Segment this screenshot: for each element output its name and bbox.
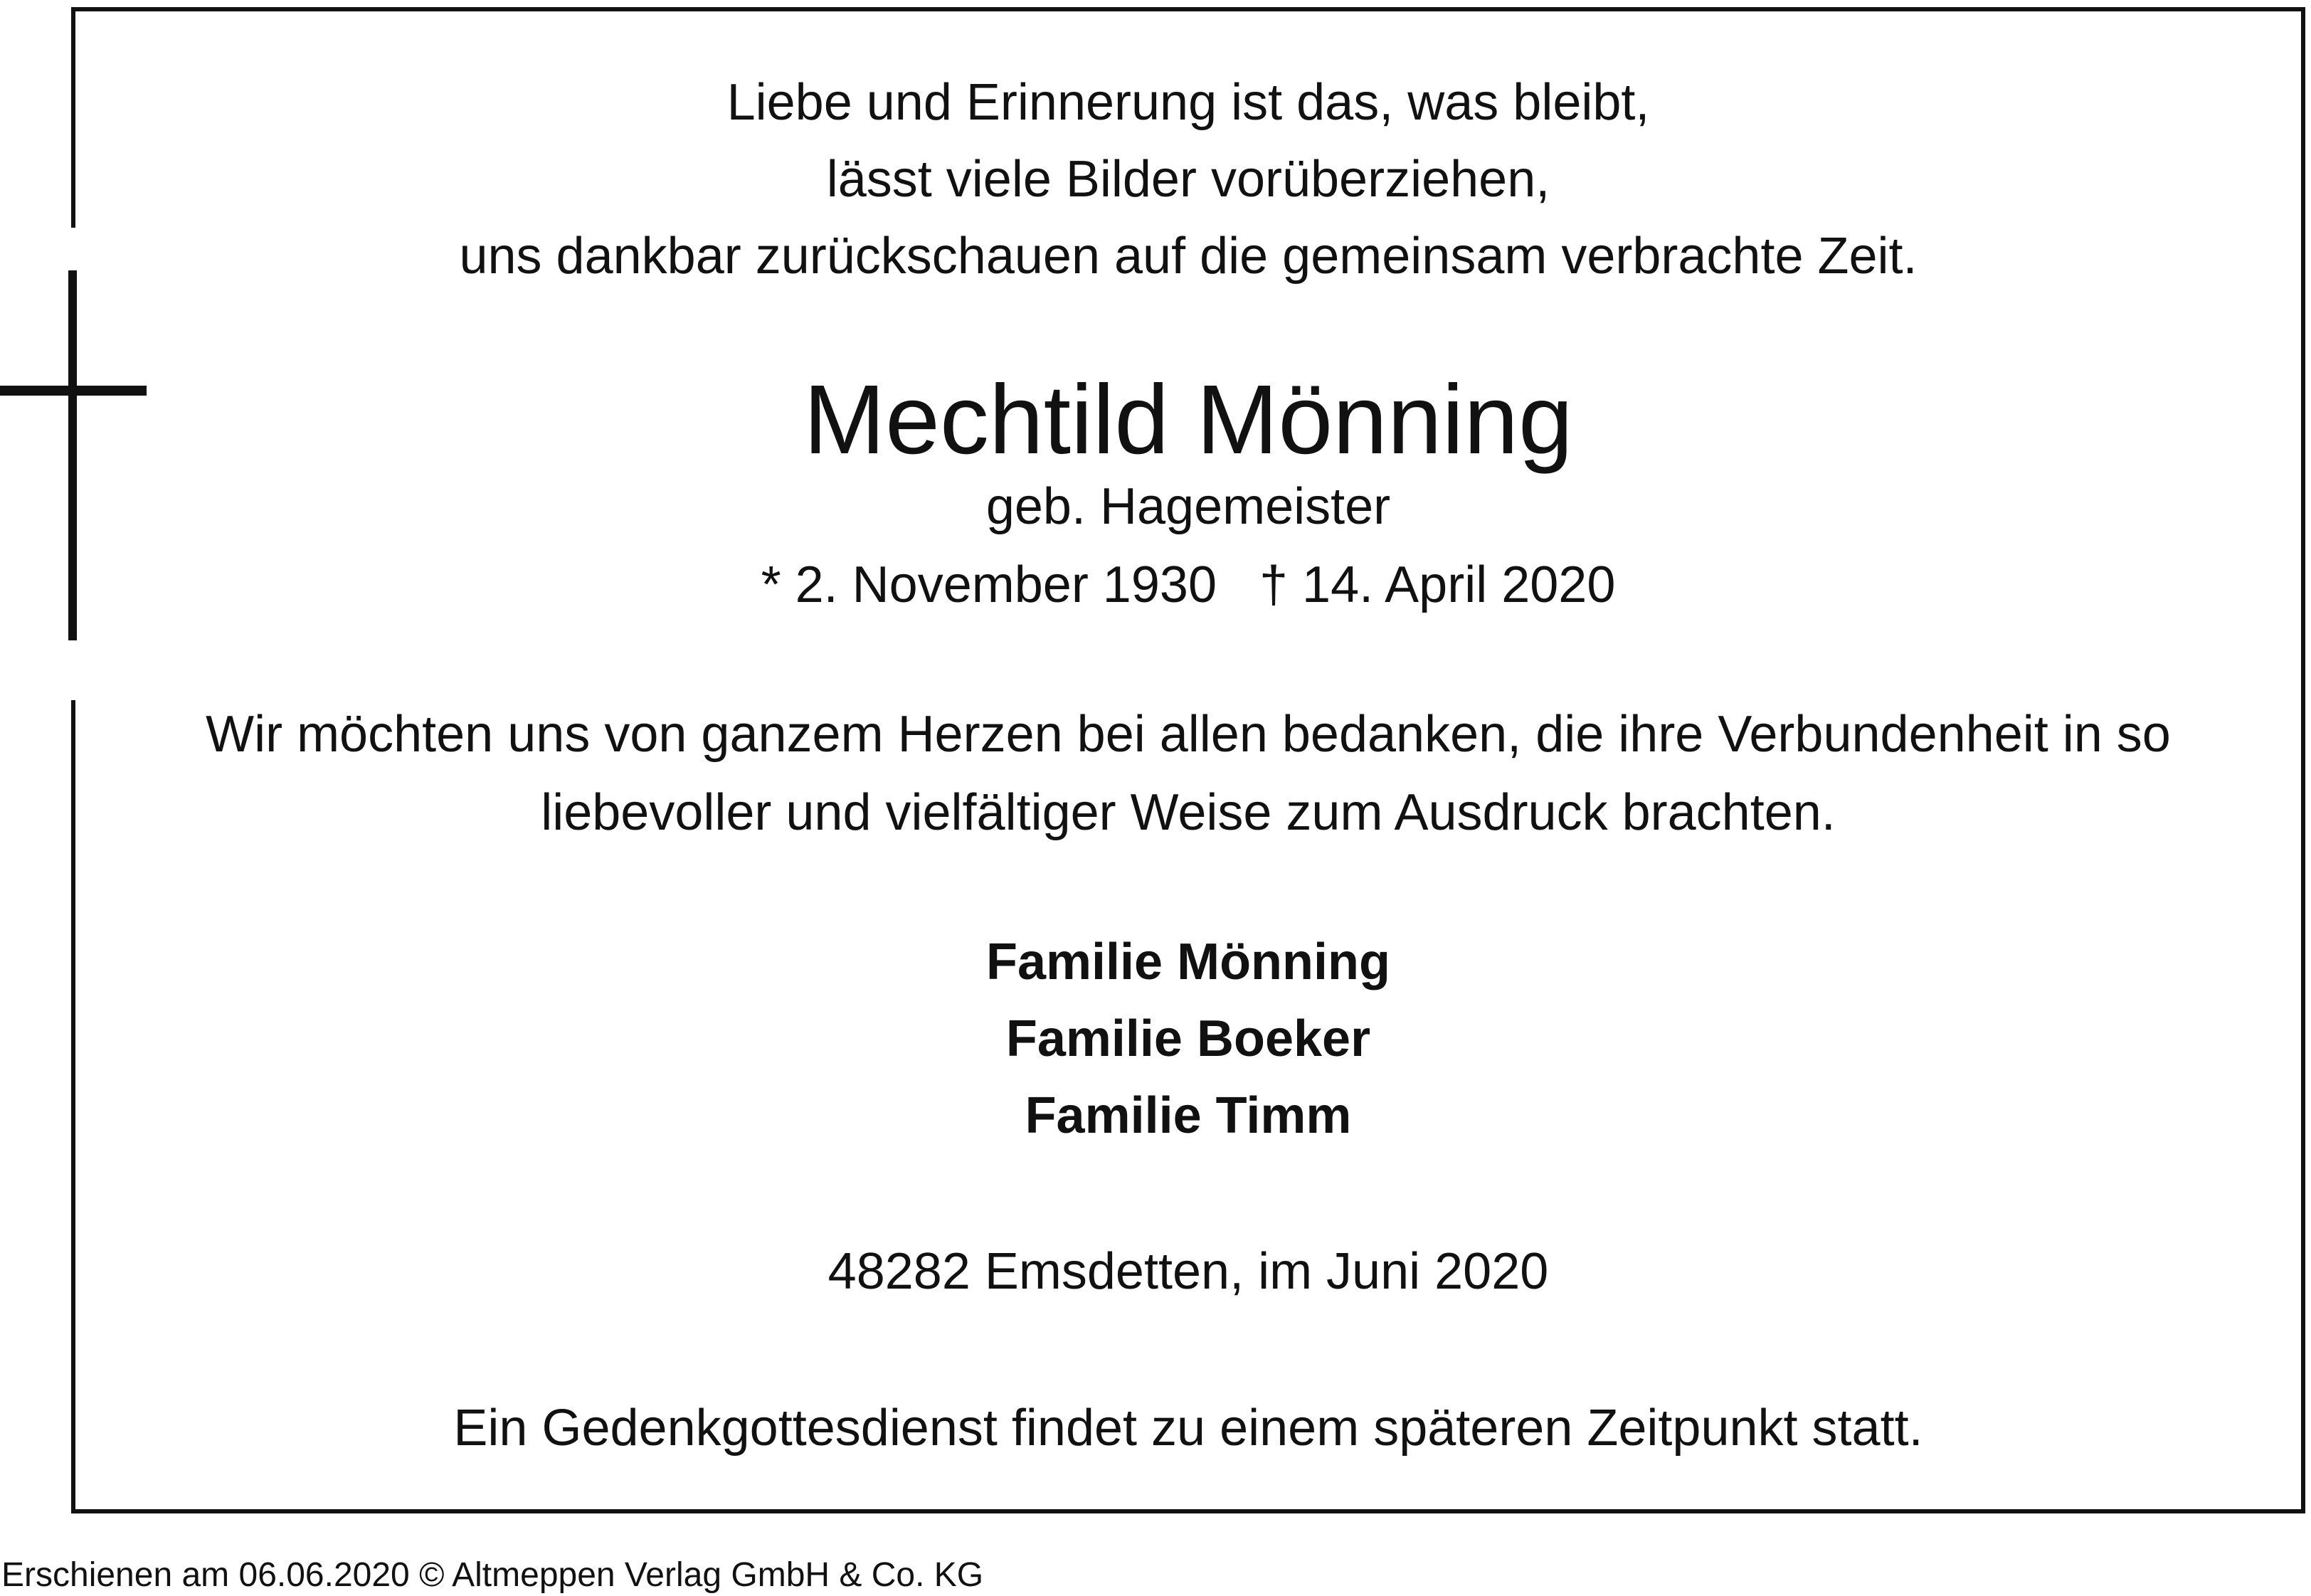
birth-date: * 2. November 1930	[761, 556, 1217, 613]
poem-line-2: lässt viele Bilder vorüberziehen,	[826, 151, 1550, 208]
life-dates	[75, 556, 2301, 613]
signature-family-3: Familie Timm	[1025, 1087, 1352, 1144]
thanks-line-2: liebevoller und vielfältiger Weise zum Ausdruck brachten.	[541, 784, 1836, 841]
memorial-service-note: Ein Gedenkgottesdienst findet zu einem späteren Zeitpunkt statt.	[453, 1400, 1923, 1457]
poem-line-3: uns dankbar zurückschauen auf die gemeinsam verbrachte Zeit.	[459, 228, 1918, 285]
death-date: † 14. April 2020	[1259, 556, 1616, 613]
border-top	[71, 7, 2305, 11]
birth-name: geb. Hagemeister	[985, 478, 1391, 535]
place-date: 48282 Emsdetten, im Juni 2020	[827, 1243, 1549, 1300]
signature-family-1: Familie Mönning	[986, 934, 1390, 990]
thanks-line-1: Wir möchten uns von ganzem Herzen bei allen bedanken, die ihre Verbundenheit in so	[206, 706, 2171, 763]
signature-family-2: Familie Boeker	[1005, 1010, 1371, 1067]
poem-line-1: Liebe und Erinnerung ist das, was bleibt,	[726, 74, 1650, 131]
border-bottom	[71, 1509, 2305, 1513]
publication-footer: Erschienen am 06.06.2020 © Altmeppen Verlag GmbH & Co. KG	[1, 1556, 984, 1594]
border-right	[2301, 7, 2305, 1513]
deceased-name: Mechtild Mönning	[803, 365, 1573, 475]
